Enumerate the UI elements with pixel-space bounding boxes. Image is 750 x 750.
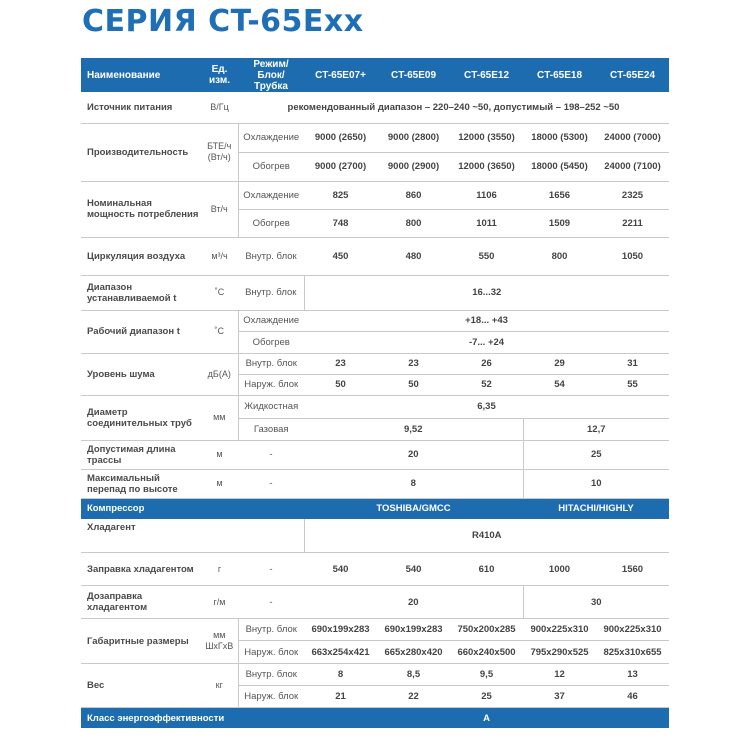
cell-value: 8 <box>304 664 377 686</box>
cell-value: 21 <box>304 686 377 708</box>
cell-value: TOSHIBA/GMCC <box>304 498 523 519</box>
section-row <box>81 708 669 729</box>
table-row <box>81 353 669 374</box>
cell-value: 690x199x283 <box>304 619 377 641</box>
cell-value: 9,5 <box>450 664 523 686</box>
row-mode: Внутр. блок <box>238 237 304 275</box>
row-mode: Внутр. блок <box>238 275 304 310</box>
cell-value: 800 <box>377 209 450 237</box>
row-unit: ˚С <box>201 310 238 353</box>
row-mode: Газовая <box>238 418 304 440</box>
row-unit: Вт/ч <box>201 181 238 237</box>
cell-value: 1000 <box>523 553 596 586</box>
row-mode: - <box>238 469 304 498</box>
cell-value: 663x254x421 <box>304 641 377 664</box>
cell-value: 665x280x420 <box>377 641 450 664</box>
row-mode: - <box>238 586 304 619</box>
header-model: CT-65E12 <box>450 58 523 92</box>
cell-value: HITACHI/HIGHLY <box>523 498 669 519</box>
table-row <box>81 123 669 152</box>
cell-value: 23 <box>304 353 377 374</box>
row-mode: Внутр. блок <box>238 664 304 686</box>
cell-value: 480 <box>377 237 450 275</box>
row-unit: м <box>201 469 238 498</box>
table-row <box>81 310 669 331</box>
cell-value: A <box>304 708 669 729</box>
table-row <box>81 619 669 641</box>
cell-value: рекомендованный диапазон – 220–240 ~50, допустимый – 198–252 ~50 <box>238 92 669 123</box>
table-row <box>81 92 669 123</box>
cell-value: 25 <box>523 440 669 469</box>
row-label: Номинальная мощность потребления <box>81 181 201 237</box>
row-mode: Обогрев <box>238 209 304 237</box>
table-row <box>81 553 669 586</box>
table-row <box>81 275 669 310</box>
header-model: CT-65E07+ <box>304 58 377 92</box>
cell-value: 46 <box>596 686 669 708</box>
row-unit: м³/ч <box>201 237 238 275</box>
row-unit: дБ(А) <box>201 353 238 395</box>
row-unit: г <box>201 553 238 586</box>
header-mode: Режим/ Блок/ Трубка <box>238 58 304 92</box>
cell-value: 750x200x285 <box>450 619 523 641</box>
cell-value: 9000 (2800) <box>377 123 450 152</box>
spec-table <box>81 58 669 728</box>
row-unit: В/Гц <box>201 92 238 123</box>
cell-value: 31 <box>596 353 669 374</box>
cell-value: 825x310x655 <box>596 641 669 664</box>
cell-value: 9000 (2650) <box>304 123 377 152</box>
row-label: Рабочий диапазон t <box>81 310 201 353</box>
cell-value: 23 <box>377 353 450 374</box>
table-row <box>81 181 669 209</box>
cell-value: 37 <box>523 686 596 708</box>
cell-value: 800 <box>523 237 596 275</box>
row-mode: Наруж. блок <box>238 374 304 395</box>
row-unit: мм <box>201 395 238 440</box>
section-row <box>81 498 669 519</box>
cell-value: R410A <box>304 519 669 553</box>
row-unit: кг <box>201 664 238 708</box>
cell-value: 12,7 <box>523 418 669 440</box>
row-mode: - <box>238 440 304 469</box>
cell-value: 2211 <box>596 209 669 237</box>
cell-value: 450 <box>304 237 377 275</box>
cell-value: 1509 <box>523 209 596 237</box>
row-label: Максимальный перепад по высоте <box>81 469 201 498</box>
cell-value: 24000 (7000) <box>596 123 669 152</box>
row-label: Компрессор <box>81 498 304 519</box>
cell-value: 795x290x525 <box>523 641 596 664</box>
row-mode: Охлаждение <box>238 310 304 331</box>
header-unit: Ед. изм. <box>201 58 238 92</box>
row-label: Допустимая длина трассы <box>81 440 201 469</box>
row-mode: Наруж. блок <box>238 641 304 664</box>
cell-value: 610 <box>450 553 523 586</box>
cell-value: 50 <box>304 374 377 395</box>
table-row <box>81 395 669 418</box>
header-model: CT-65E09 <box>377 58 450 92</box>
table-row <box>81 519 669 553</box>
row-mode: Охлаждение <box>238 181 304 209</box>
cell-value: 1050 <box>596 237 669 275</box>
row-label: Источник питания <box>81 92 201 123</box>
cell-value: 6,35 <box>304 395 669 418</box>
cell-value: 12 <box>523 664 596 686</box>
cell-value: 2325 <box>596 181 669 209</box>
cell-value: 13 <box>596 664 669 686</box>
cell-value: 9000 (2900) <box>377 152 450 181</box>
header-model: CT-65E18 <box>523 58 596 92</box>
table-header <box>81 58 669 92</box>
cell-value: 30 <box>523 586 669 619</box>
cell-value: 24000 (7100) <box>596 152 669 181</box>
row-mode: Внутр. блок <box>238 353 304 374</box>
cell-value: 52 <box>450 374 523 395</box>
cell-value: 8,5 <box>377 664 450 686</box>
row-mode: - <box>238 553 304 586</box>
cell-value: 900x225x310 <box>596 619 669 641</box>
cell-value: 900x225x310 <box>523 619 596 641</box>
cell-value: 12000 (3550) <box>450 123 523 152</box>
row-label: Габаритные размеры <box>81 619 201 664</box>
header-model: CT-65E24 <box>596 58 669 92</box>
row-mode: Наруж. блок <box>238 686 304 708</box>
row-label: Циркуляция воздуха <box>81 237 201 275</box>
cell-value: 9000 (2700) <box>304 152 377 181</box>
cell-value: 50 <box>377 374 450 395</box>
row-mode: Жидкостная <box>238 395 304 418</box>
cell-value: 18000 (5450) <box>523 152 596 181</box>
row-label: Диаметр соединительных труб <box>81 395 201 440</box>
header-name: Наименование <box>81 58 201 92</box>
row-mode: Охлаждение <box>238 123 304 152</box>
row-label: Заправка хладагентом <box>81 553 201 586</box>
cell-value: 748 <box>304 209 377 237</box>
row-label: Дозаправка хладагентом <box>81 586 201 619</box>
page-title: СЕРИЯ CT-65Exx <box>82 4 364 39</box>
row-unit: м <box>201 440 238 469</box>
table-row <box>81 237 669 275</box>
row-unit: мм ШхГхВ <box>201 619 238 664</box>
cell-value: 690x199x283 <box>377 619 450 641</box>
cell-value: 18000 (5300) <box>523 123 596 152</box>
cell-value: 29 <box>523 353 596 374</box>
table-row <box>81 664 669 686</box>
cell-value: 16...32 <box>304 275 669 310</box>
row-mode: Обогрев <box>238 331 304 353</box>
cell-value: 550 <box>450 237 523 275</box>
table-row <box>81 586 669 619</box>
row-unit: г/м <box>201 586 238 619</box>
cell-value: 20 <box>304 440 523 469</box>
cell-value: 660x240x500 <box>450 641 523 664</box>
cell-value: 540 <box>304 553 377 586</box>
row-label: Хладагент <box>81 519 304 553</box>
cell-value: 25 <box>450 686 523 708</box>
cell-value: 20 <box>304 586 523 619</box>
cell-value: 1011 <box>450 209 523 237</box>
cell-value: 22 <box>377 686 450 708</box>
cell-value: 1656 <box>523 181 596 209</box>
cell-value: -7... +24 <box>304 331 669 353</box>
cell-value: 12000 (3650) <box>450 152 523 181</box>
cell-value: 26 <box>450 353 523 374</box>
row-label: Класс энергоэффективности <box>81 708 304 729</box>
cell-value: 860 <box>377 181 450 209</box>
cell-value: 9,52 <box>304 418 523 440</box>
cell-value: 54 <box>523 374 596 395</box>
row-mode: Обогрев <box>238 152 304 181</box>
row-label: Производительность <box>81 123 201 181</box>
row-label: Уровень шума <box>81 353 201 395</box>
row-mode: Внутр. блок <box>238 619 304 641</box>
row-unit: БТЕ/ч (Вт/ч) <box>201 123 238 181</box>
cell-value: 540 <box>377 553 450 586</box>
cell-value: +18... +43 <box>304 310 669 331</box>
cell-value: 825 <box>304 181 377 209</box>
row-unit: ˚С <box>201 275 238 310</box>
cell-value: 10 <box>523 469 669 498</box>
cell-value: 1560 <box>596 553 669 586</box>
cell-value: 55 <box>596 374 669 395</box>
table-row <box>81 469 669 498</box>
row-label: Диапазон устанавливаемой t <box>81 275 201 310</box>
table-row <box>81 440 669 469</box>
cell-value: 8 <box>304 469 523 498</box>
row-label: Вес <box>81 664 201 708</box>
cell-value: 1106 <box>450 181 523 209</box>
